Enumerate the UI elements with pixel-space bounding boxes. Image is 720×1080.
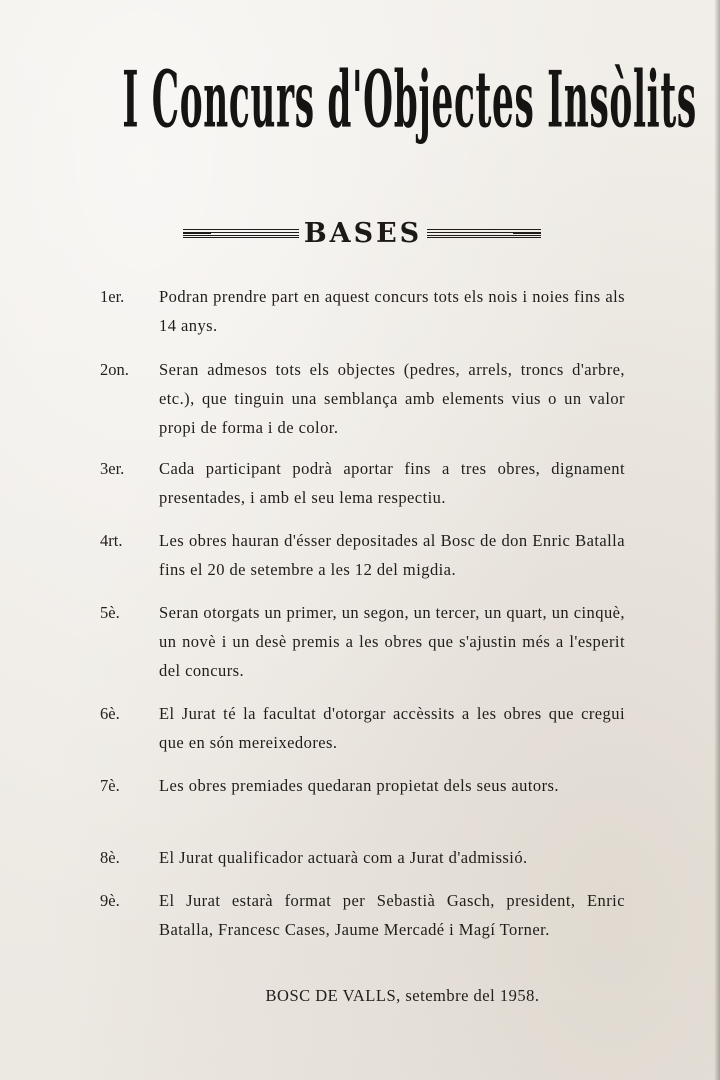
rule-text: El Jurat qualificador actuarà com a Jurat d'admissió.	[159, 848, 528, 867]
rule-number: 5è.	[100, 603, 120, 622]
rule-text: Les obres premiades quedaran propietat dels seus autors.	[159, 776, 559, 795]
document-title: I Concurs d'Objectes Insòlits	[122, 54, 697, 146]
rule-number: 9è.	[100, 891, 120, 910]
rule-number: 4rt.	[100, 531, 123, 550]
rule-number: 1er.	[100, 287, 125, 306]
rule-text: Seran otorgats un primer, un segon, un tercer, un quart, un cinquè, un novè i un desè premis a les obres que s'ajustin més a l'esperit del concurs.	[159, 603, 625, 680]
page-edge-shadow	[714, 0, 720, 1080]
rule-text: Seran admesos tots els objectes (pedres, arrels, troncs d'arbre, etc.), que tinguin una semblança amb elements vius o un valor propi de forma i de color.	[159, 360, 625, 437]
document-footer: BOSC DE VALLS, setembre del 1958.	[265, 986, 540, 1005]
rule-number: 2on.	[100, 360, 129, 379]
section-heading-block	[0, 214, 720, 254]
rule-text: Cada participant podrà aportar fins a tres obres, dignament presentades, i amb el seu lema respectiu.	[159, 459, 625, 507]
rule-number: 8è.	[100, 848, 120, 867]
rule-number: 6è.	[100, 704, 120, 723]
decorative-rule-right	[427, 229, 541, 238]
decorative-rule-left	[183, 229, 299, 238]
rule-text: Les obres hauran d'ésser depositades al Bosc de don Enric Batalla fins el 20 de setembre a les 12 del migdia.	[159, 531, 625, 579]
rule-text: Podran prendre part en aquest concurs tots els nois i noies fins als 14 anys.	[159, 287, 625, 335]
rule-text: El Jurat estarà format per Sebastià Gasch, president, Enric Batalla, Francesc Cases, Jaume Mercadé i Magí Torner.	[159, 891, 625, 939]
rule-number: 7è.	[100, 776, 120, 795]
rule-number: 3er.	[100, 459, 125, 478]
section-heading: BASES	[303, 218, 423, 249]
rule-text: El Jurat té la facultat d'otorgar accèssits a les obres que cregui que en són mereixedores.	[159, 704, 625, 752]
